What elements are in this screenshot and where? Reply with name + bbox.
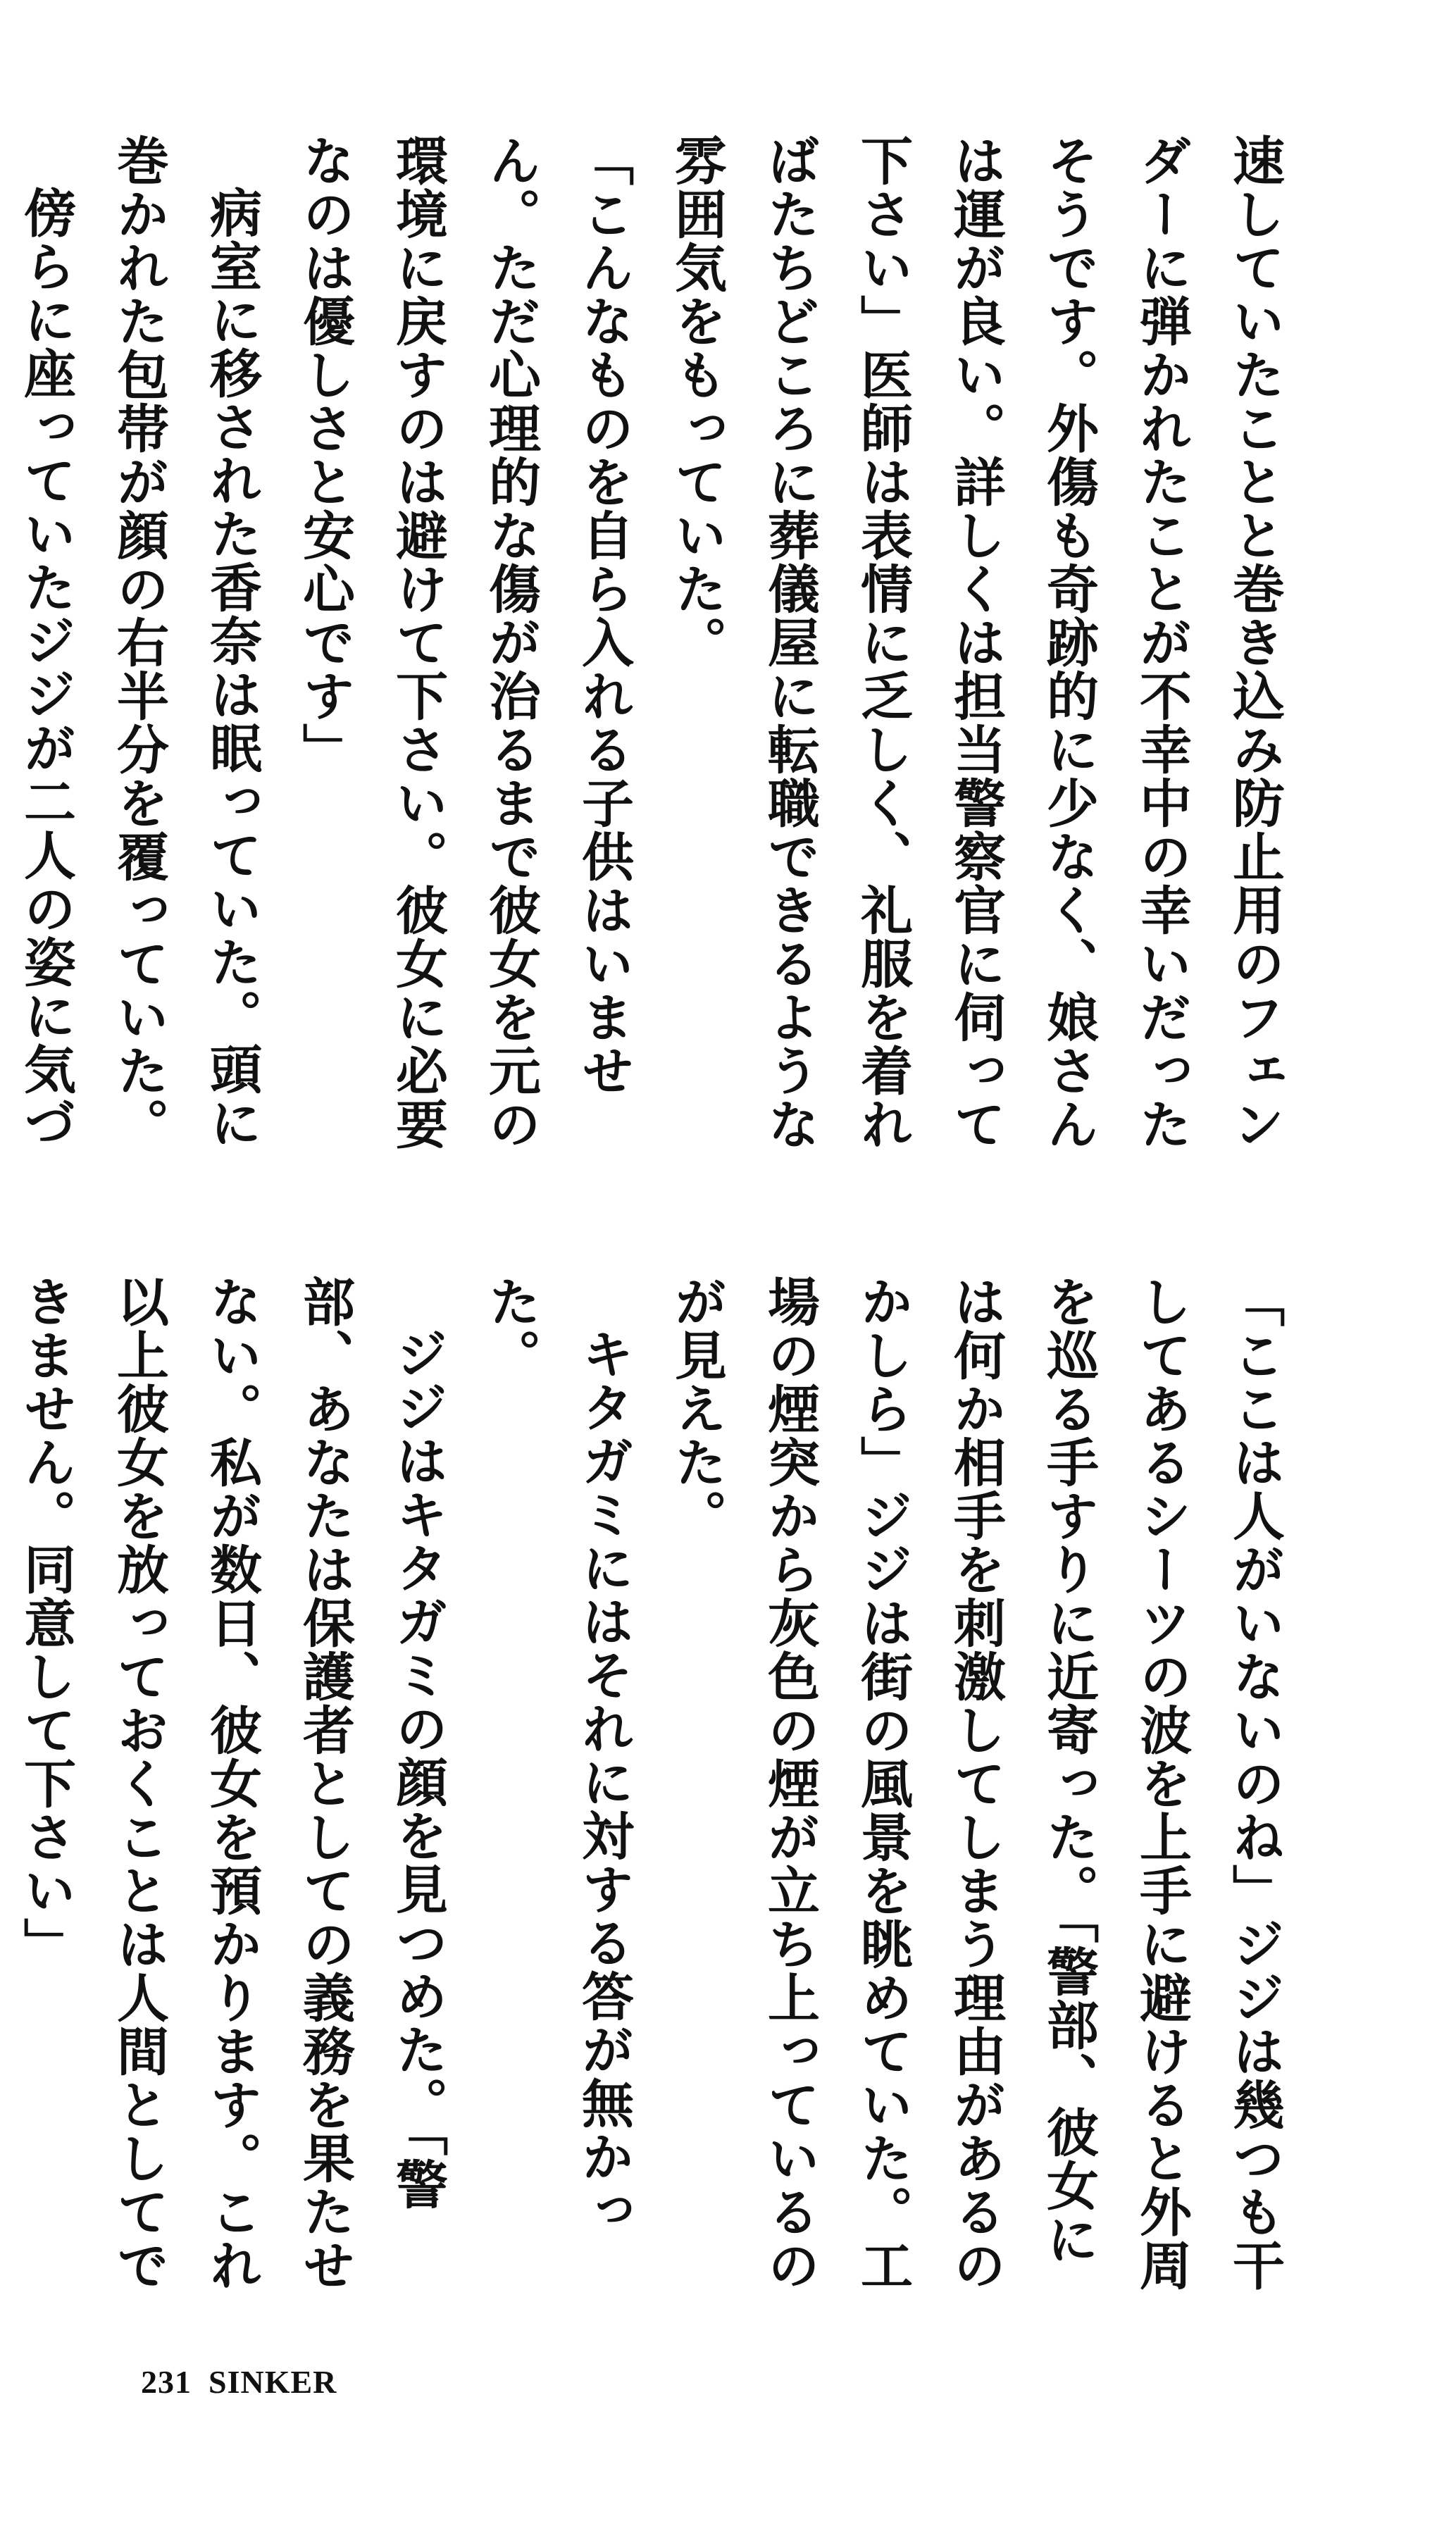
upper-text-block [15,134,1301,1176]
paragraph: 病室に移された香奈は眠っていた。頭に巻かれた包帯が顔の右半分を覆っていた。 [108,134,262,1151]
page-number: 231 [141,2364,192,2400]
paragraph: 速していたことと巻き込み防止用のフェンダーに弾かれたことが不幸中の幸いだったそうです。外傷も奇跡的に少なく、娘さんは運が良い。詳しくは担当警察官に伺って下さい」医師は表情に乏しく、礼服を着ればたちどころに葬儀屋に転職できるような雰囲気をもっていた。 [666,134,1285,1151]
paragraph: 傍らに座っていたジジが二人の姿に気づ [15,186,76,1150]
paragraph: 「ここは人がいないのね」ジジは幾つも干してあるシーツの波を上手に避けると外周を巡る手すりに近寄った。「警部、彼女には何か相手を刺激してしまう理由があるのかしら」ジジは街の風景を眺めていた。工場の煙突から灰色の煙が立ち上っているのが見えた。 [666,1275,1285,2292]
running-title: SINKER [209,2364,337,2400]
paragraph: 「こんなものを自ら入れる子供はいません。ただ心理的な傷が治るまで彼女を元の環境に戻すのは避けて下さい。彼女に必要なのは優しさと安心です」 [294,134,634,1151]
paragraph: キタガミにはそれに対する答が無かった。 [480,1275,634,2237]
page-footer [141,2363,337,2401]
paragraph: ジジはキタガミの顔を見つめた。「警部、あなたは保護者としての義務を果たせない。私が数日、彼女を預かります。これ以上彼女を放っておくことは人間としてできません。同意して下さい」 [15,1275,448,2292]
lower-text-block [15,1275,1301,2317]
